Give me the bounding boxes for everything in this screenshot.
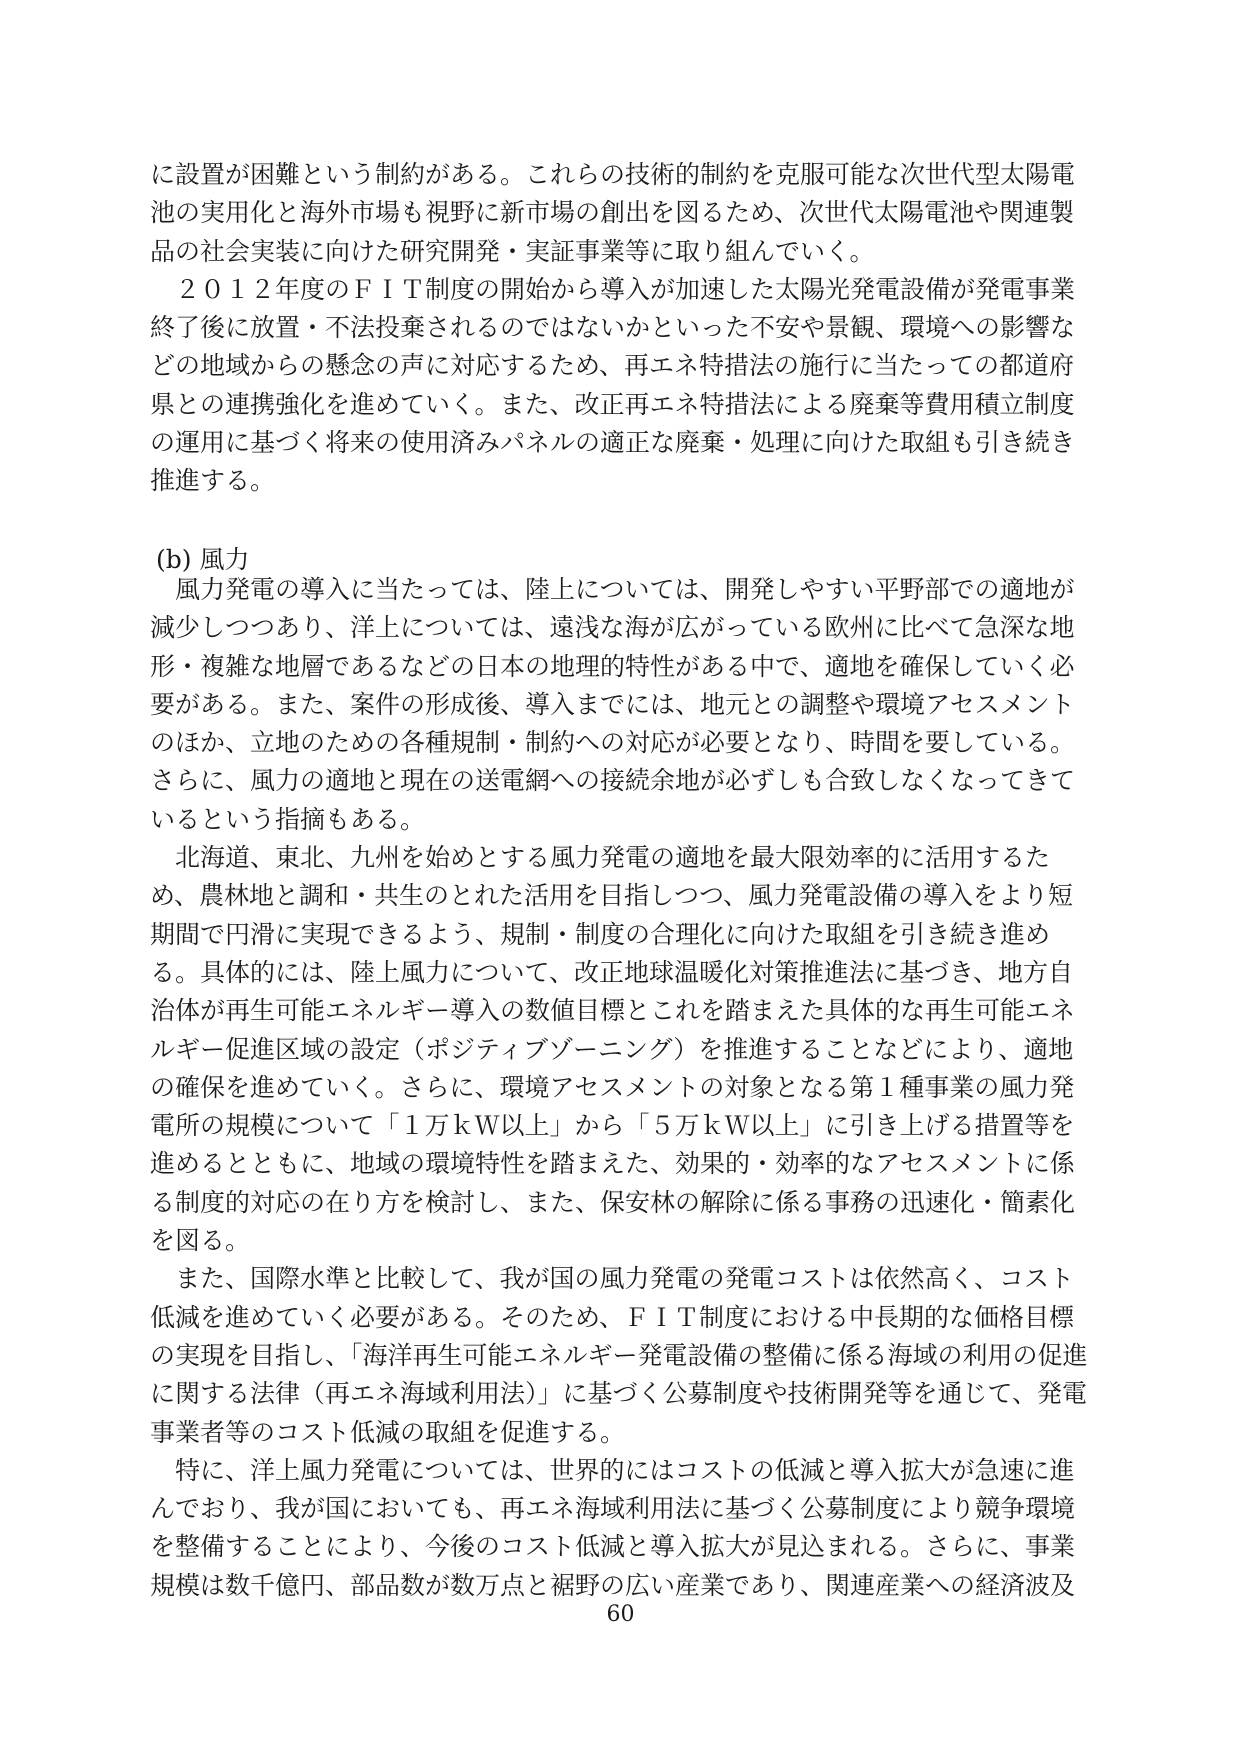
text-line: め、農林地と調和・共生のとれた活用を目指しつつ、風力発電設備の導入をより短 xyxy=(150,881,1074,911)
text-line: 推進する。 xyxy=(150,466,276,496)
text-line: 品の社会実装に向けた研究開発・実証事業等に取り組んでいく。 xyxy=(150,236,875,266)
text-line: どの地域からの懸念の声に対応するため、再エネ特措法の施行に当たっての都道府 xyxy=(150,351,1075,381)
text-line: に設置が困難という制約がある。これらの技術的制約を克服可能な次世代型太陽電 xyxy=(150,160,1076,189)
text-line: 事業者等のコスト低減の取組を促進する。 xyxy=(150,1417,626,1447)
text-line: 治体が再生可能エネルギー導入の数値目標とこれを踏まえた具体的な再生可能エネ xyxy=(150,996,1076,1026)
text-line: いるという指摘もある。 xyxy=(150,804,426,834)
text-line: 減少しつつあり、洋上については、遠浅な海が広がっている欧州に比べて急深な地 xyxy=(150,613,1075,643)
text-line: 進めるとともに、地域の環境特性を踏まえた、効果的・効率的なアセスメントに係 xyxy=(150,1149,1075,1179)
text-line: 県との連携強化を進めていく。また、改正再エネ特措法による廃棄等費用積立制度 xyxy=(150,389,1075,419)
text-line: ルギー促進区域の設定（ポジティブゾーニング）を推進することなどにより、適地 xyxy=(150,1034,1074,1064)
text-line: の実現を目指し、「海洋再生可能エネルギー発電設備の整備に係る海域の利用の促進 xyxy=(150,1340,1088,1370)
text-line: 風力発電の導入に当たっては、陸上については、開発しやすい平野部での適地が xyxy=(150,575,1075,604)
text-line: を整備することにより、今後のコスト低減と導入拡大が見込まれる。さらに、事業 xyxy=(150,1532,1076,1562)
text-line: 低減を進めていく必要がある。そのため、ＦＩＴ制度における中長期的な価格目標 xyxy=(150,1302,1075,1332)
page-number: 60 xyxy=(606,1602,635,1627)
text-line: 電所の規模について「１万ｋＷ以上」から「５万ｋＷ以上」に引き上げる措置等を xyxy=(150,1111,1075,1141)
text-line: に関する法律（再エネ海域利用法）」に基づく公募制度や技術開発等を通じて、発電 xyxy=(150,1379,1088,1409)
text-line: 特に、洋上風力発電については、世界的にはコストの低減と導入拡大が急速に進 xyxy=(150,1455,1075,1485)
text-line: を図る。 xyxy=(150,1226,251,1256)
body-text-block-2 xyxy=(150,571,1090,1605)
text-line: る。具体的には、陸上風力について、改正地球温暖化対策推進法に基づき、地方自 xyxy=(150,957,1074,987)
text-line: 終了後に放置・不法投棄されるのではないかといった不安や景観、環境への影響な xyxy=(150,313,1076,343)
text-line: る制度的対応の在り方を検討し、また、保安林の解除に係る事務の迅速化・簡素化 xyxy=(150,1187,1076,1217)
text-line: のほか、立地のための各種規制・制約への対応が必要となり、時間を要している。 xyxy=(150,728,1076,758)
text-line: 池の実用化と海外市場も視野に新市場の創出を図るため、次世代太陽電池や関連製 xyxy=(150,198,1075,228)
text-line: さらに、風力の適地と現在の送電網への接続余地が必ずしも合致しなくなってきて xyxy=(150,766,1076,796)
section-heading: (b) 風力 xyxy=(156,545,250,574)
text-line: の確保を進めていく。さらに、環境アセスメントの対象となる第１種事業の風力発 xyxy=(150,1072,1075,1102)
text-line: 北海道、東北、九州を始めとする風力発電の適地を最大限効率的に活用するた xyxy=(150,843,1051,873)
text-line: 期間で円滑に実現できるよう、規制・制度の合理化に向けた取組を引き続き進め xyxy=(150,919,1051,949)
text-line: 要がある。また、案件の形成後、導入までには、地元との調整や環境アセスメント xyxy=(150,689,1075,719)
text-line: ２０１２年度のＦＩＴ制度の開始から導入が加速した太陽光発電設備が発電事業 xyxy=(150,274,1076,304)
text-line: の運用に基づく将来の使用済みパネルの適正な廃棄・処理に向けた取組も引き続き xyxy=(150,428,1076,458)
text-line: 形・複雑な地層であるなどの日本の地理的特性がある中で、適地を確保していく必 xyxy=(150,651,1075,681)
text-line: 規模は数千億円、部品数が数万点と裾野の広い産業であり、関連産業への経済波及 xyxy=(150,1570,1076,1600)
text-line: また、国際水準と比較して、我が国の風力発電の発電コストは依然高く、コスト xyxy=(150,1264,1075,1294)
text-line: んでおり、我が国においても、再エネ海域利用法に基づく公募制度により競争環境 xyxy=(150,1494,1076,1524)
body-text-block-1 xyxy=(150,156,1090,501)
